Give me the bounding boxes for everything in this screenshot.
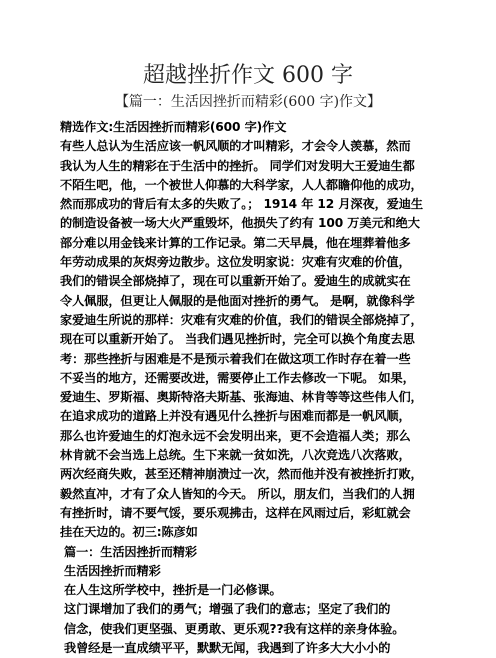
paragraph-line: 挂在天边的。初三:陈彦如 (60, 525, 198, 540)
paragraph-line: 不陌生吧，他，一个被世人仰慕的大科学家，人人都瞻仰他的成功， (60, 177, 423, 192)
paragraph-line: 部分难以用金钱来计算的工作记录。第二天早晨，他在埋葬着他多 (60, 235, 411, 250)
paragraph-line-cut: 我曾经是一直成绩平平，默默无闻，我遇到了许多大大小小的 (64, 641, 391, 656)
paragraph-line: 我们的错误全部烧掉了，现在可以重新开始了。爱迪生的成就实在 (60, 274, 411, 289)
paragraph-line: 有挫折时，请不要气馁，要乐观拂击，这样在风雨过后，彩虹就会 (60, 505, 411, 520)
paragraph-line: 在追求成功的道路上并没有遇见什么挫折与困难而都是一帆风顺， (60, 409, 411, 424)
paragraph-line: 两次经商失败，甚至还精神崩溃过一次，然而他并没有被挫折打败， (60, 467, 423, 482)
paragraph-line: 我认为人生的精彩在于生活中的挫折。 同学们对发明大王爱迪生都 (60, 158, 415, 173)
paragraph-line: 信念，使我们更坚强、更勇敢、更乐观??我有这样的亲身体验。 (64, 621, 405, 636)
paragraph-line: 然而那成功的背后有太多的失败了。； 1914 年 12 月深夜，爱迪生 (60, 197, 423, 212)
paragraph-line: 不妥当的地方，还需要改进，需要停止工作去修改一下呢。 如果， (60, 370, 415, 385)
paragraph-line: 精选作文:生活因挫折而精彩(600 字)作文 (60, 120, 287, 134)
paragraph-line: 毅然直冲，才有了众人皆知的今天。 所以，朋友们，当我们的人拥 (60, 486, 415, 501)
paragraph-line: 有些人总认为生活应该一帆风顺的才叫精彩，才会令人羡慕，然而 (60, 139, 411, 154)
paragraph-line: 家爱迪生所说的那样：灾难有灾难的价值，我们的错误全部烧掉了， (60, 312, 423, 327)
document-subtitle: 【篇一：生活因挫折而精彩(600 字)作文】 (114, 94, 382, 110)
paragraph-line: 的制造设备被一场大火严重毁坏，他损失了约有 100 万美元和绝大 (60, 216, 420, 231)
document-body (60, 118, 442, 656)
paragraph-line: 林肯就不会当选上总统。生下来就一贫如洗，八次竞选八次落败， (60, 448, 411, 463)
paragraph-line: 令人佩服，但更让人佩服的是他面对挫折的勇气。 是啊，就像科学 (60, 293, 415, 308)
paragraph-line: 这门课增加了我们的勇气；增强了我们的意志；坚定了我们的 (64, 602, 391, 617)
paragraph-line: 在人生这所学校中，挫折是一门必修课。 (64, 583, 282, 598)
section-heading: 篇一：生活因挫折而精彩 (64, 544, 197, 559)
paragraph-line: 年劳动成果的灰烬旁边散步。这位发明家说：灾难有灾难的价值， (60, 255, 411, 270)
paragraph-line: 考：那些挫折与困难是不是预示着我们在做这项工作时存在着一些 (60, 351, 411, 366)
paragraph-line: 那么也许爱迪生的灯泡永远不会发明出来，更不会造福人类；那么 (60, 428, 411, 443)
section-subheading: 生活因挫折而精彩 (64, 563, 161, 578)
document-title: 超越挫折作文 600 字 (143, 63, 353, 88)
paragraph-line: 现在可以重新开始了。 当我们遇见挫折时，完全可以换个角度去思 (60, 332, 415, 347)
paragraph-line: 爱迪生、罗斯福、奥斯特洛夫斯基、张海迪、林肯等等这些伟人们， (60, 390, 423, 405)
